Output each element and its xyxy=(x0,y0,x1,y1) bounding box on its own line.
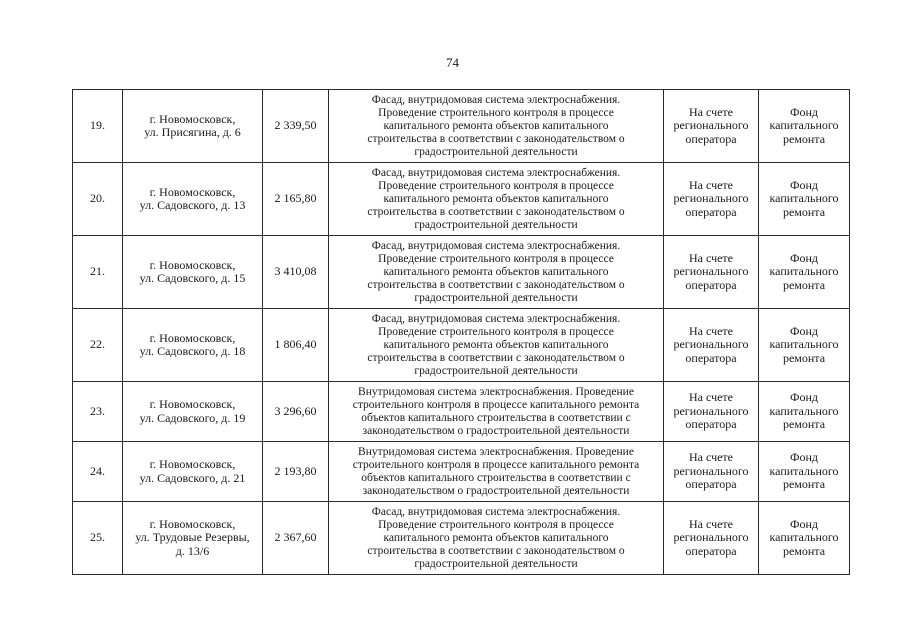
funding-source-cell: Фонд капитального ремонта xyxy=(759,442,850,502)
table-row xyxy=(73,163,850,236)
sum-cell: 2 165,80 xyxy=(263,163,329,236)
sum-cell: 3 296,60 xyxy=(263,382,329,442)
row-number: 19. xyxy=(73,90,123,163)
row-number: 20. xyxy=(73,163,123,236)
table-row xyxy=(73,309,850,382)
description-cell: Фасад, внутридомовая система электроснабжения. Проведение строительного контроля в процессе капитального ремонта объектов капитального строительства в соответствии с законодательством о градостроительной деятельности xyxy=(329,309,664,382)
description-cell: Фасад, внутридомовая система электроснабжения. Проведение строительного контроля в процессе капитального ремонта объектов капитального строительства в соответствии с законодательством о градостроительной деятельности xyxy=(329,163,664,236)
address-cell: г. Новомосковск, ул. Садовского, д. 13 xyxy=(123,163,263,236)
table-row xyxy=(73,442,850,502)
address-cell: г. Новомосковск, ул. Садовского, д. 18 xyxy=(123,309,263,382)
funding-source-cell: Фонд капитального ремонта xyxy=(759,236,850,309)
description-cell: Внутридомовая система электроснабжения. Проведение строительного контроля в процессе капитального ремонта объектов капитального строительства в соответствии с законодательством о градостроительной деятельности xyxy=(329,442,664,502)
table-row xyxy=(73,236,850,309)
page-number: 74 xyxy=(446,55,459,70)
account-place-cell: На счете регионального оператора xyxy=(664,382,759,442)
funding-source-cell: Фонд капитального ремонта xyxy=(759,502,850,575)
funding-source-cell: Фонд капитального ремонта xyxy=(759,90,850,163)
table-row xyxy=(73,382,850,442)
sum-cell: 2 193,80 xyxy=(263,442,329,502)
funding-source-cell: Фонд капитального ремонта xyxy=(759,309,850,382)
account-place-cell: На счете регионального оператора xyxy=(664,442,759,502)
row-number: 23. xyxy=(73,382,123,442)
sum-cell: 2 339,50 xyxy=(263,90,329,163)
address-cell: г. Новомосковск, ул. Присягина, д. 6 xyxy=(123,90,263,163)
description-cell: Фасад, внутридомовая система электроснабжения. Проведение строительного контроля в процессе капитального ремонта объектов капитального строительства в соответствии с законодательством о градостроительной деятельности xyxy=(329,502,664,575)
account-place-cell: На счете регионального оператора xyxy=(664,163,759,236)
row-number: 22. xyxy=(73,309,123,382)
address-cell: г. Новомосковск, ул. Садовского, д. 19 xyxy=(123,382,263,442)
row-number: 24. xyxy=(73,442,123,502)
description-cell: Внутридомовая система электроснабжения. Проведение строительного контроля в процессе капитального ремонта объектов капитального строительства в соответствии с законодательством о градостроительной деятельности xyxy=(329,382,664,442)
description-cell: Фасад, внутридомовая система электроснабжения. Проведение строительного контроля в процессе капитального ремонта объектов капитального строительства в соответствии с законодательством о градостроительной деятельности xyxy=(329,236,664,309)
sum-cell: 2 367,60 xyxy=(263,502,329,575)
account-place-cell: На счете регионального оператора xyxy=(664,309,759,382)
address-cell: г. Новомосковск, ул. Трудовые Резервы, д. 13/6 xyxy=(123,502,263,575)
account-place-cell: На счете регионального оператора xyxy=(664,90,759,163)
funding-source-cell: Фонд капитального ремонта xyxy=(759,382,850,442)
account-place-cell: На счете регионального оператора xyxy=(664,236,759,309)
account-place-cell: На счете регионального оператора xyxy=(664,502,759,575)
table-row xyxy=(73,502,850,575)
works-table xyxy=(72,89,850,575)
row-number: 25. xyxy=(73,502,123,575)
sum-cell: 1 806,40 xyxy=(263,309,329,382)
description-cell: Фасад, внутридомовая система электроснабжения. Проведение строительного контроля в процессе капитального ремонта объектов капитального строительства в соответствии с законодательством о градостроительной деятельности xyxy=(329,90,664,163)
table-row xyxy=(73,90,850,163)
sum-cell: 3 410,08 xyxy=(263,236,329,309)
funding-source-cell: Фонд капитального ремонта xyxy=(759,163,850,236)
address-cell: г. Новомосковск, ул. Садовского, д. 21 xyxy=(123,442,263,502)
address-cell: г. Новомосковск, ул. Садовского, д. 15 xyxy=(123,236,263,309)
row-number: 21. xyxy=(73,236,123,309)
